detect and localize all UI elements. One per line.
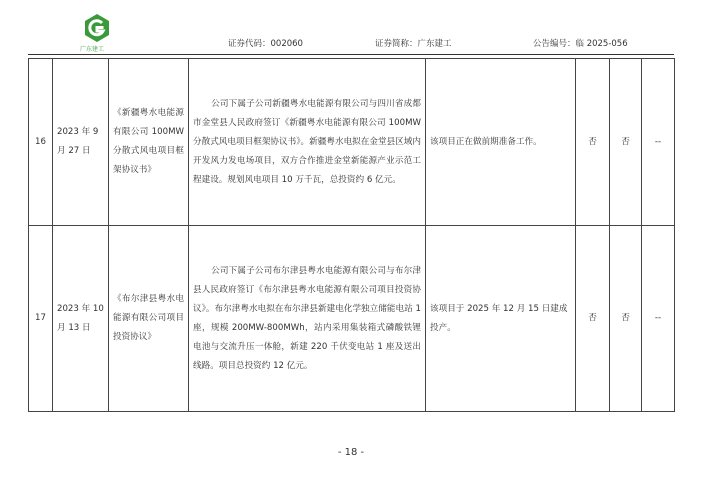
agreement-content: 公司下属子公司新疆粤水电能源有限公司与四川省成都市金堂县人民政府签订《新疆粤水电能源有限公司 100MW 分散式风电项目框架协议书》。新疆粤水电拟在金堂县区域内开发风力发电场项目，双方合作推进金堂新能源产业示范工程建设。规划风电项目 10 万千瓦，总投资约 6 亿元。 (189, 59, 426, 226)
agreement-name: 《布尔津县粤水电能源有限公司项目投资协议》 (109, 226, 189, 412)
agreements-table (28, 58, 675, 412)
stock-name: 证券简称：广东建工 (375, 39, 452, 49)
page-number: - 18 - (337, 447, 365, 458)
status-cell: 否 (610, 226, 642, 412)
status-cell: 否 (576, 59, 610, 226)
status-cell: -- (642, 59, 675, 226)
logo-g-icon (82, 12, 112, 44)
project-progress: 该项目于 2025 年 12 月 15 日建成投产。 (426, 226, 576, 412)
agreement-content: 公司下属子公司布尔津县粤水电能源有限公司与布尔津县人民政府签订《布尔津县粤水电能源有限公司项目投资协议》。布尔津粤水电拟在布尔津县新建电化学独立储能电站 1 座，规模 200MW-800MWh，站内采用集装箱式磷酸铁锂电池与交流升压一体舱，新建 220 千伏变电站 1 座及送出线路。项目总投资约 12 亿元。 (189, 226, 426, 412)
table-row (29, 59, 675, 226)
agreement-name: 《新疆粤水电能源有限公司 100MW 分散式风电项目框架协议书》 (109, 59, 189, 226)
stock-code: 证券代码：002060 (228, 39, 303, 49)
table-row (29, 226, 675, 412)
status-cell: -- (642, 226, 675, 412)
project-progress: 该项目正在做前期准备工作。 (426, 59, 576, 226)
header-divider (28, 54, 674, 55)
page-header (0, 0, 702, 60)
row-number: 16 (29, 59, 53, 226)
signing-date: 2023 年 10 月 13 日 (53, 226, 109, 412)
logo-caption: 广东建工 (80, 46, 105, 53)
announcement-number: 公告编号：临 2025-056 (533, 39, 628, 49)
status-cell: 否 (610, 59, 642, 226)
row-number: 17 (29, 226, 53, 412)
status-cell: 否 (576, 226, 610, 412)
signing-date: 2023 年 9 月 27 日 (53, 59, 109, 226)
